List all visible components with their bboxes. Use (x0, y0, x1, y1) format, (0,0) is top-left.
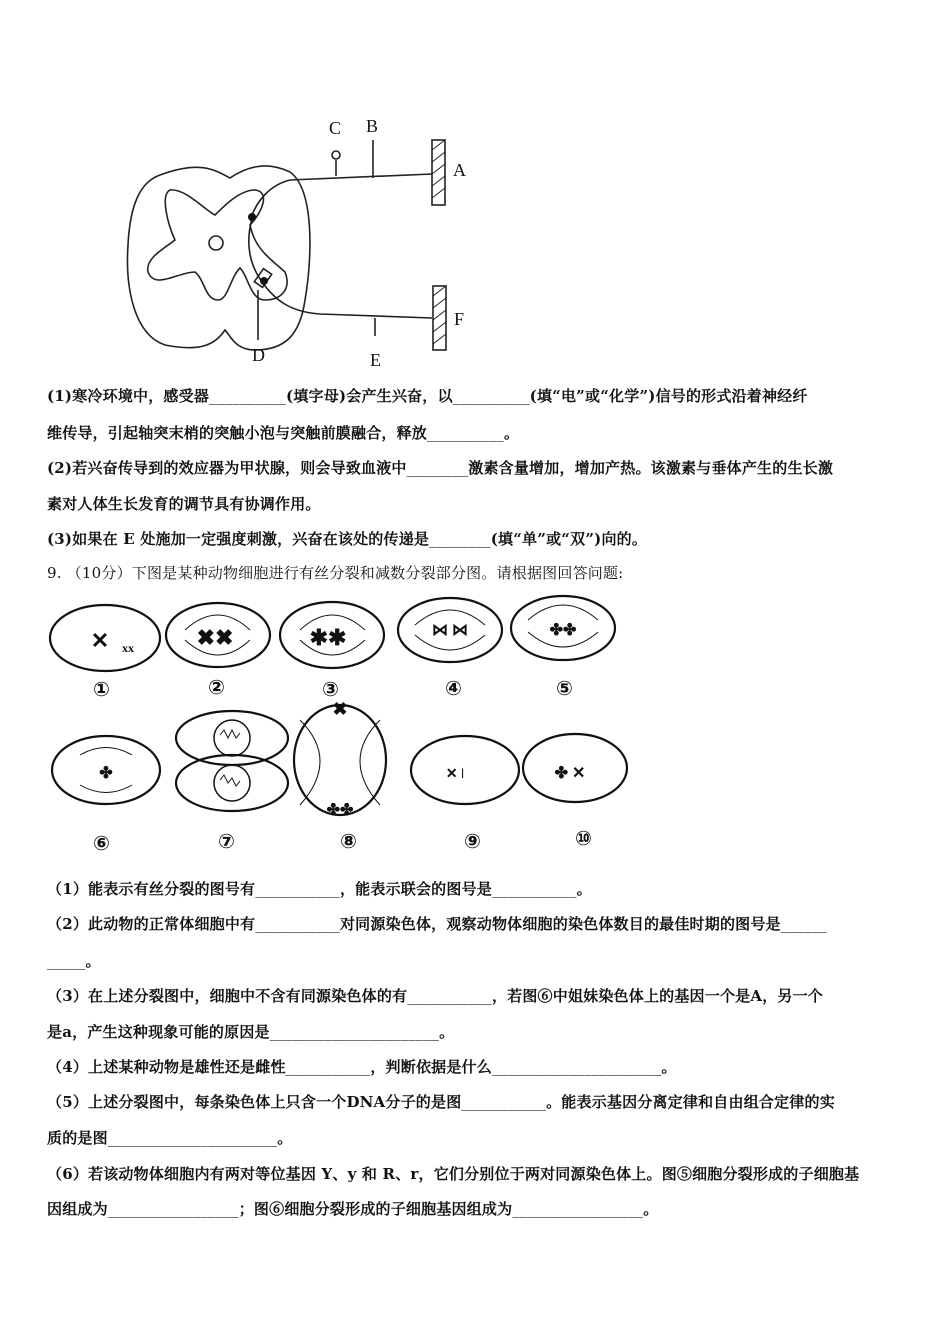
answer-blank[interactable]: ______________________ (107, 1129, 278, 1147)
figure-label-7: ⑦ (218, 829, 235, 853)
question-line (47, 385, 808, 406)
question-text: ，若图⑥中姐妹染色体上的基因一个是A，另一个 (491, 987, 823, 1005)
svg-text:✤✤: ✤✤ (326, 802, 354, 819)
answer-blank[interactable]: ________ (429, 530, 491, 548)
question-line (47, 1127, 292, 1148)
question-line (47, 878, 592, 899)
question-text: 。 (85, 952, 101, 970)
svg-text:✖✖: ✖✖ (196, 625, 234, 650)
cell-7b (176, 755, 288, 811)
figure-label-8: ⑧ (340, 829, 357, 853)
question-line (47, 985, 823, 1006)
question-text: 。 (643, 1200, 659, 1218)
answer-blank[interactable]: __________ (209, 387, 287, 405)
question-text: (填字母)会产生兴奋，以 (286, 387, 453, 405)
question-text: （1）能表示有丝分裂的图号有 (47, 880, 256, 898)
spinal-cord-outline (127, 166, 309, 350)
label-e: E (370, 350, 381, 370)
question-text: 。能表示基因分离定律和自由组合定律的实 (546, 1093, 835, 1111)
question-text: 质的是图 (47, 1129, 108, 1147)
question-line (47, 457, 833, 478)
question-line (47, 493, 321, 514)
question-line (47, 1056, 677, 1077)
answer-blank[interactable]: _________________ (107, 1200, 239, 1218)
question-text: 维传导，引起轴突末梢的突触小泡与突触前膜融合，释放 (47, 424, 428, 442)
question-text: 。 (576, 880, 592, 898)
question-line (47, 1021, 454, 1042)
question-text: ，能表示联会的图号是 (339, 880, 492, 898)
answer-blank[interactable]: ___________ (255, 915, 340, 933)
answer-blank[interactable]: ______________________ (269, 1023, 440, 1041)
label-b: B (366, 116, 379, 136)
question-text: (3)如果在 E 处施加一定强度刺激，兴奋在该处的传递是 (47, 530, 430, 548)
question-line (47, 422, 519, 443)
question-line (47, 950, 101, 971)
answer-blank[interactable]: ___________ (407, 987, 492, 1005)
figure-label-9: ⑨ (464, 829, 481, 853)
question-line (47, 1091, 835, 1112)
svg-text:✤ ✕: ✤ ✕ (554, 765, 586, 782)
question-text: 因组成为 (47, 1200, 108, 1218)
question-text: 激素含量增加，增加产热。该激素与垂体产生的生长激 (468, 459, 834, 477)
question-line (47, 913, 827, 934)
question-text: （2）此动物的正常体细胞中有 (47, 915, 256, 933)
cell-9 (411, 736, 519, 804)
question-text: 素对人体生长发育的调节具有协调作用。 (47, 495, 321, 513)
answer-blank[interactable]: ___________ (491, 880, 577, 898)
figure-label-5: ⑤ (556, 676, 573, 700)
question-text: 是a，产生这种现象可能的原因是 (47, 1023, 270, 1041)
question-line (47, 1198, 658, 1219)
question-text: （5）上述分裂图中，每条染色体上只含一个DNA分子的是图 (47, 1093, 462, 1111)
question-text: （4）上述某种动物是雄性还是雌性 (47, 1058, 286, 1076)
answer-blank[interactable]: __________ (427, 424, 505, 442)
answer-blank[interactable]: ______ (780, 915, 827, 933)
svg-text:✕: ✕ (90, 628, 110, 653)
question-text: （6）若该动物体细胞内有两对等位基因 Y、y 和 R、r，它们分别位于两对同源染色体上。图⑤细胞分裂形成的子细胞基 (47, 1165, 860, 1183)
question-text: 。 (504, 424, 520, 442)
question-text: (2)若兴奋传导到的效应器为甲状腺，则会导致血液中 (47, 459, 407, 477)
answer-blank[interactable]: __________ (452, 387, 530, 405)
cell-division-figures (0, 590, 950, 860)
label-c: C (329, 118, 342, 138)
figure-label-10: ⑩ (575, 826, 592, 850)
label-a: A (453, 160, 466, 180)
answer-blank[interactable]: ___________ (255, 880, 340, 898)
question-text: (填“单”或“双”)向的。 (490, 530, 648, 548)
svg-text:✖: ✖ (332, 699, 348, 719)
reflex-arc-diagram (0, 0, 950, 380)
question-text: 对同源染色体，观察动物体细胞的染色体数目的最佳时期的图号是 (339, 915, 781, 933)
svg-text:xx: xx (122, 641, 134, 655)
question-text: ，判断依据是什么 (370, 1058, 492, 1076)
svg-text:✤✤: ✤✤ (549, 622, 577, 639)
answer-blank[interactable]: _____ (47, 952, 86, 970)
question-9-stem: 9. （10分）下图是某种动物细胞进行有丝分裂和减数分裂部分图。请根据图回答问题: (47, 564, 624, 582)
svg-text:✤: ✤ (99, 765, 113, 782)
label-d: D (252, 345, 265, 365)
question-line (47, 528, 647, 549)
answer-blank[interactable]: ______________________ (491, 1058, 662, 1076)
question-text: 。 (277, 1129, 293, 1147)
figure-label-3: ③ (322, 677, 339, 701)
answer-blank[interactable]: ___________ (461, 1093, 547, 1111)
answer-blank[interactable]: ___________ (285, 1058, 371, 1076)
answer-blank[interactable]: _________________ (512, 1200, 644, 1218)
question-text: ；图⑥细胞分裂形成的子细胞基因组成为 (238, 1200, 513, 1218)
figure-label-1: ① (93, 677, 110, 701)
question-text: （3）在上述分裂图中，细胞中不含有同源染色体的有 (47, 987, 408, 1005)
svg-text:✱✱: ✱✱ (309, 625, 347, 650)
figure-label-2: ② (208, 675, 225, 699)
label-f: F (454, 309, 465, 329)
question-text: (填“电”或“化学”)信号的形式沿着神经纤 (529, 387, 808, 405)
question-text: (1)寒冷环境中，感受器 (47, 387, 210, 405)
figure-label-4: ④ (445, 676, 462, 700)
answer-blank[interactable]: ________ (406, 459, 469, 477)
question-line (47, 1163, 859, 1184)
question-text: 。 (439, 1023, 455, 1041)
figure-label-6: ⑥ (93, 831, 110, 855)
svg-text:⋈ ⋈: ⋈ ⋈ (432, 622, 468, 639)
cell-8 (294, 705, 386, 815)
cell-7a (176, 711, 288, 765)
question-text: 。 (661, 1058, 677, 1076)
svg-text:✕ ǀ: ✕ ǀ (445, 767, 465, 782)
